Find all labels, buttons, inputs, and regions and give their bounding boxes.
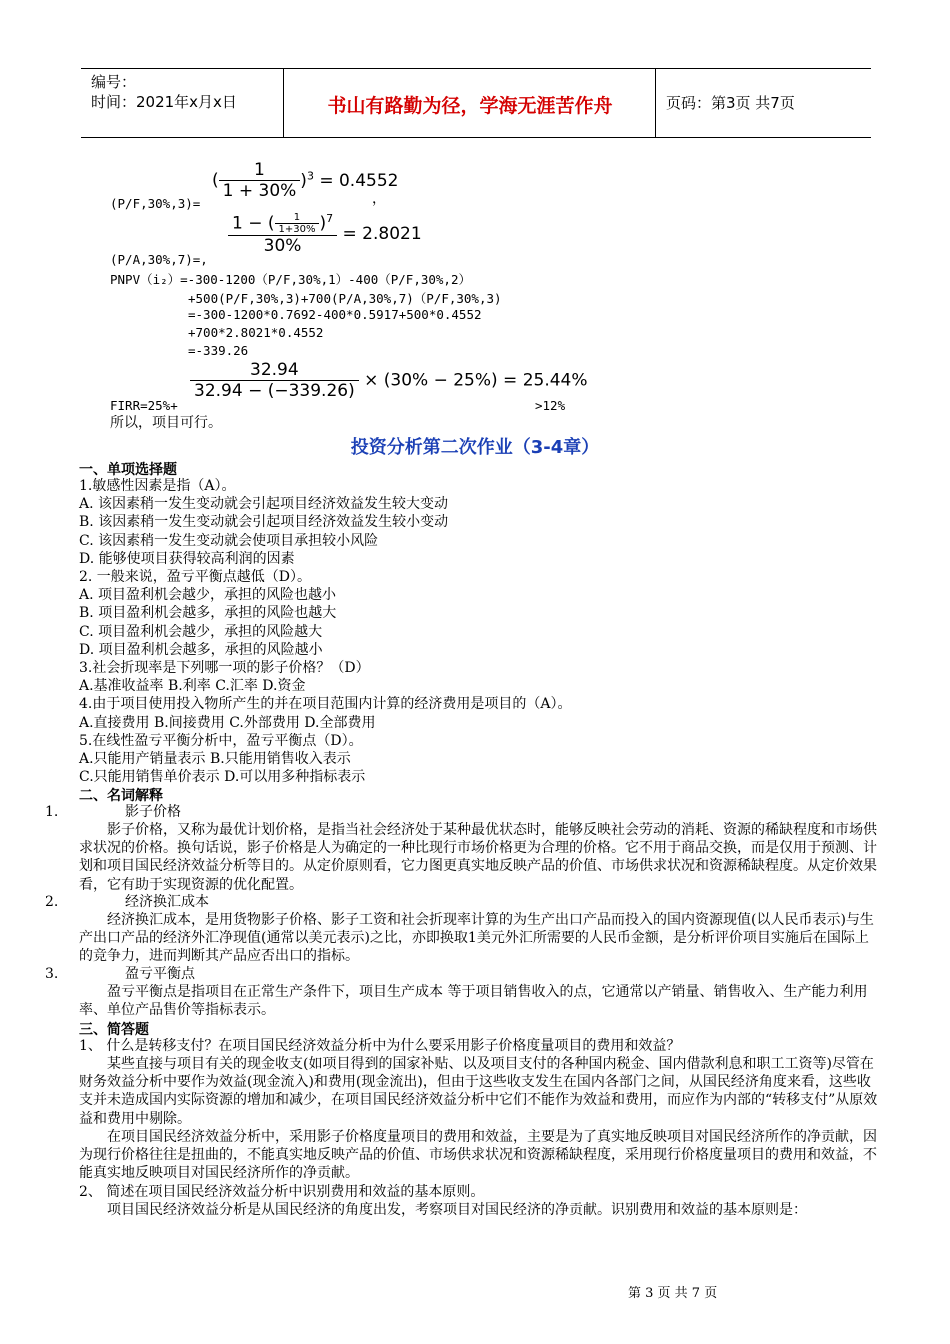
- option-line: C.只能用销售单价表示 D.可以用多种指标表示: [79, 769, 366, 786]
- option-line: A. 项目盈利机会越少，承担的风险也越小: [79, 587, 337, 604]
- pnpv-line: PNPV（i₂）=-300-1200（P/F,30%,1）-400（P/F,30%,2）: [110, 272, 471, 287]
- option-line: D. 能够使项目获得较高利润的因素: [79, 550, 295, 567]
- question-line: 4.由于项目使用投入物所产生的并在项目范围内计算的经济费用是项目的（A）。: [79, 696, 572, 713]
- question-line: 1.敏感性因素是指（A）。: [79, 478, 236, 494]
- term-title: 盈亏平衡点: [125, 966, 195, 982]
- option-line: D. 项目盈利机会越多，承担的风险越小: [79, 641, 323, 658]
- essay-question: 1、 什么是转移支付？在项目国民经济效益分析中为什么要采用影子价格度量项目的费用和效益？: [79, 1038, 681, 1054]
- pa-formula: 1 − ( $\frac{1}{1+30\%}$ )$^7$ 30% = 2.8021: [228, 212, 422, 256]
- option-line: B. 项目盈利机会越多，承担的风险也越大: [79, 605, 337, 622]
- question-line: 2. 一般来说，盈亏平衡点越低（D）。: [79, 569, 312, 586]
- option-line: B. 该因素稍一发生变动就会引起项目经济效益发生较小变动: [79, 514, 449, 531]
- firr-formula: $\frac{32.94}{32.94 - (-339.26)}$ × (30% − 25%) = 25.44%: [190, 360, 588, 401]
- term-definition: 盈亏平衡点是指项目在正常生产条件下，项目生产成本 等于项目销售收入的点，它通常以产销量、销售收入、生产能力利用率、单位产品售价等指标表示。: [79, 984, 868, 1019]
- option-line: A.基准收益率 B.利率 C.汇率 D.资金: [79, 678, 306, 695]
- term-number: 3.: [45, 966, 59, 982]
- firr-label: FIRR=25%+: [110, 398, 178, 413]
- pnpv-line: =-300-1200*0.7692-400*0.5917+500*0.4552: [188, 307, 482, 322]
- pa-label: (P/A,30%,7)=,: [110, 252, 208, 267]
- comma: ，: [372, 191, 386, 207]
- essay-question: 2、 简述在项目国民经济效益分析中识别费用和效益的基本原则。: [79, 1184, 485, 1200]
- page-footer: 第 3 页 共 7 页: [628, 1286, 718, 1301]
- option-line: A.直接费用 B.间接费用 C.外部费用 D.全部费用: [79, 714, 376, 731]
- choice-questions: [79, 477, 571, 786]
- term-definition: 影子价格，又称为最优计划价格，是指当社会经济处于某种最优状态时，能够反映社会劳动的消耗、资源的稀缺程度和市场供求状况的价格。换句话说，影子价格是人为确定的一种比现行市场价格更为合理的价格。它不用于商品交换，而是仅用于预测、计划和项目国民经济效益分析等目的。从定价原则看，它力图更真实地反映产品的价值、市场供求状况和资源稀缺程度。从定价效果看，它有助于实现资源的优化配置。: [79, 822, 877, 893]
- section-heading: 一、单项选择题: [79, 462, 177, 478]
- question-line: 5.在线性盈亏平衡分析中，盈亏平衡点（D）。: [79, 732, 363, 749]
- pnpv-line: +500(P/F,30%,3)+700(P/A,30%,7)（P/F,30%,3): [188, 291, 502, 306]
- pf-formula: ( $\frac{1}{1 + 30\%}$ )$^3$ = 0.4552: [212, 160, 399, 201]
- essay-answer: 在项目国民经济效益分析中，采用影子价格度量项目的费用和效益，主要是为了真实地反映项目对国民经济所作的净贡献，因为现行价格往往是扭曲的，不能真实地反映产品的价值、市场供求状况和资源稀缺程度，采用现行价格度量项目的费用和效益，不能真实地反映项目对国民经济所作的净贡献。: [79, 1129, 877, 1182]
- pnpv-line: +700*2.8021*0.4552: [188, 325, 324, 340]
- pnpv-line: =-339.26: [188, 343, 249, 358]
- term-title: 影子价格: [125, 804, 181, 820]
- document-number-label: 编号：: [91, 73, 137, 91]
- page-header: [81, 68, 871, 138]
- pf-label: (P/F,30%,3)=: [110, 196, 201, 211]
- question-line: 3.社会折现率是下列哪一项的影子价格？（D）: [79, 660, 370, 677]
- option-line: A. 该因素稍一发生变动就会引起项目经济效益发生较大变动: [79, 496, 449, 513]
- option-line: C. 该因素稍一发生变动就会使项目承担较小风险: [79, 532, 379, 549]
- section-heading: 三、简答题: [79, 1022, 149, 1038]
- header-motto: 书山有路勤为径，学海无涯苦作舟: [327, 95, 613, 117]
- document-date-label: 时间：2021年x月x日: [91, 93, 237, 111]
- option-line: A.只能用产销量表示 B.只能用销售收入表示: [79, 751, 351, 768]
- conclusion: 所以，项目可行。: [110, 415, 222, 431]
- term-definition: 经济换汇成本，是用货物影子价格、影子工资和社会折现率计算的为生产出口产品而投入的国内资源现值(以人民币表示)与生产出口产品的经济外汇净现值(通常以美元表示)之比，亦即换取1美元外汇所需要的人民币金额，是分析评价项目实施后在国际上的竞争力，进而判断其产品应否出口的指标。: [79, 912, 874, 965]
- term-title: 经济换汇成本: [125, 894, 209, 910]
- header-meta: [91, 72, 237, 112]
- section-heading: 二、名词解释: [79, 788, 163, 804]
- term-number: 2.: [45, 894, 59, 910]
- assignment-title: 投资分析第二次作业（3-4章）: [350, 437, 600, 458]
- header-divider: [655, 69, 656, 137]
- header-page-label: 页码：第3页 共7页: [666, 94, 795, 112]
- term-number: 1.: [45, 804, 59, 820]
- essay-answer: 某些直接与项目有关的现金收支(如项目得到的国家补贴、以及项目支付的各种国内税金、国内借款利息和职工工资等)尽管在财务效益分析中要作为效益(现金流入)和费用(现金流出)，但由于这些收支发生在国内各部门之间，从国民经济角度来看，这些收支并未造成国内实际资源的增加和减少，在项目国民经济效益分析中它们不能作为效益和费用，而应作为内部的“转移支付”从原效益和费用中剔除。: [79, 1056, 878, 1127]
- essay-answer: 项目国民经济效益分析是从国民经济的角度出发，考察项目对国民经济的净贡献。识别费用和效益的基本原则是：: [107, 1202, 807, 1218]
- option-line: C. 项目盈利机会越少，承担的风险越大: [79, 623, 323, 640]
- firr-result: >12%: [535, 398, 566, 413]
